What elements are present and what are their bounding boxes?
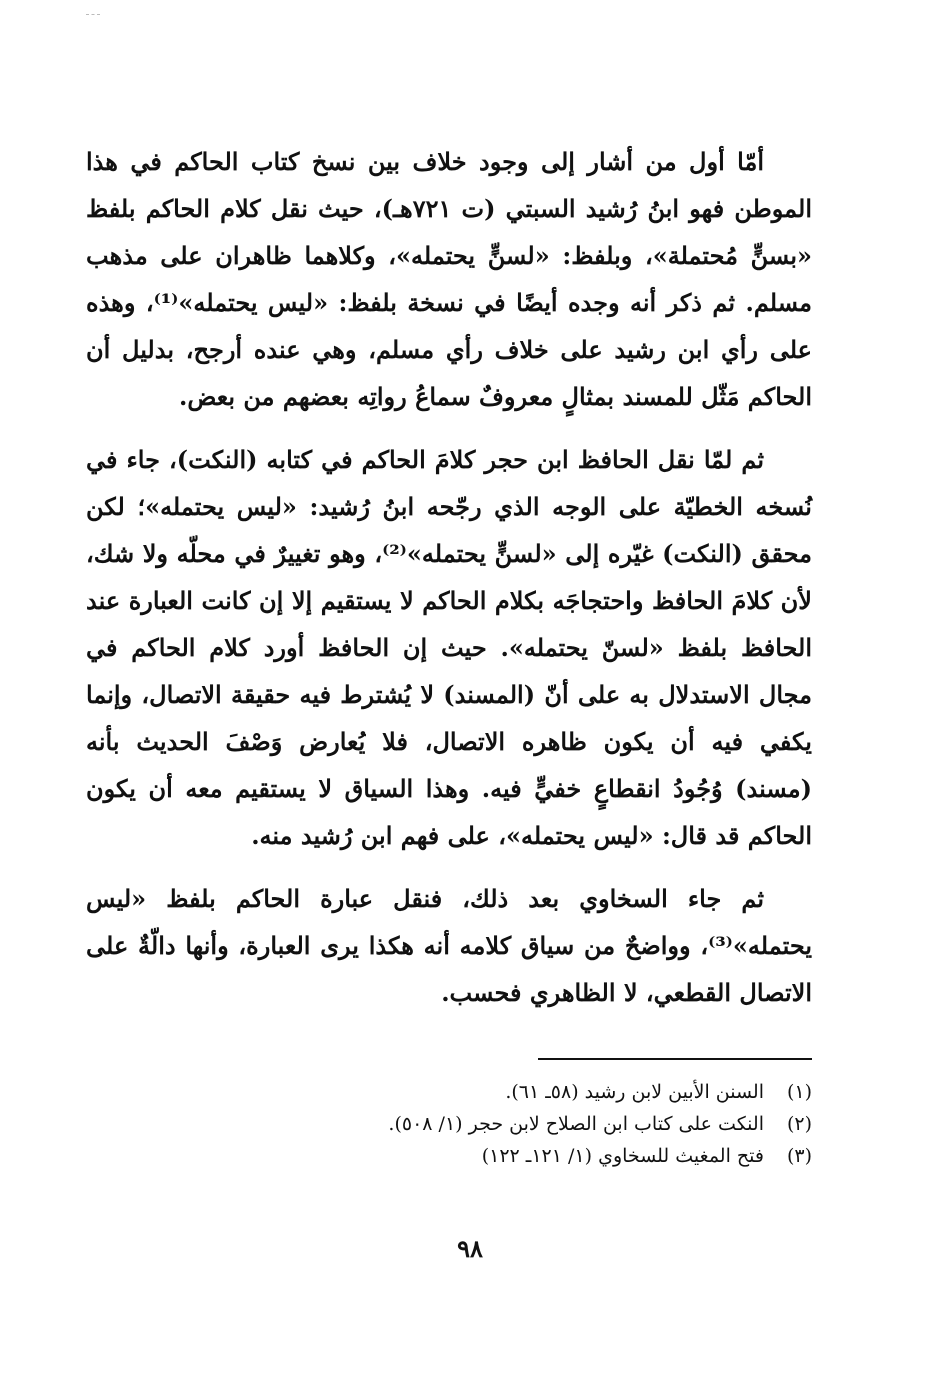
footnote-text: السنن الأبين لابن رشيد (٥٨ـ ٦١). [505, 1081, 764, 1103]
paragraph-2: ثم لمّا نقل الحافظ ابن حجر كلامَ الحاكم في كتابه (النكت)، جاء في نُسخه الخطيّة على الوجه الذي رجّحه ابنُ رُشيد: «ليس يحتمله»؛ لكن محقق (النكت) غيّره إلى «لسنٍّ يحتمله»⁽²⁾، وهو تغييرٌ في محلّه ولا شك، لأن كلامَ الحافظ واحتجاجَه بكلام الحاكم لا يستقيم إلا إن كانت العبارة عند الحافظ بلفظ «لسنّ يحتمله». حيث إن الحافظ أورد كلام الحاكم في مجال الاستدلال به على أنّ (المسند) لا يُشترط فيه حقيقة الاتصال، وإنما يكفي فيه أن يكون ظاهره الاتصال، فلا يُعارض وَصْفَ الحديث بأنه (مسند) وُجُودُ انقطاعٍ خفيٍّ فيه. وهذا السياق لا يستقيم معه أن يكون الحاكم قد قال: «ليس يحتمله»، على فهم ابن رُشيد منه. [86, 445, 812, 850]
footnotes [252, 1076, 812, 1172]
main-text [86, 138, 812, 1016]
footnote-number: (٣) [786, 1145, 812, 1167]
footnote-number: (٢) [786, 1113, 812, 1135]
paragraph-3: ثم جاء السخاوي بعد ذلك، فنقل عبارة الحاكم بلفظ «ليس يحتمله»⁽³⁾، وواضحٌ من سياق كلامه أنه هكذا يرى العبارة، وأنها دالّةٌ على الاتصال القطعي، لا الظاهري فحسب. [86, 884, 812, 1007]
paragraph-1: أمّا أول من أشار إلى وجود خلاف بين نسخ كتاب الحاكم في هذا الموطن فهو ابنُ رُشيد السبتي (ت ٧٢١هـ)، حيث نقل كلام الحاكم بلفظ «بسنٍّ مُحتملة»، وبلفظ: «لسنٍّ يحتمله»، وكلاهما ظاهران على مذهب مسلم. ثم ذكر أنه وجده أيضًا في نسخة بلفظ: «ليس يحتمله»⁽¹⁾، وهذه على رأي ابن رشيد على خلاف رأي مسلم، وهي عنده أرجح، بدليل أن الحاكم مَثّل للمسند بمثالٍ معروفٌ سماعُ رواتِه بعضهم من بعض. [86, 147, 812, 411]
footnote-1 [252, 1076, 812, 1108]
footnote-text: النكت على كتاب ابن الصلاح لابن حجر (١/ ٥٠٨). [388, 1113, 764, 1135]
footnote-separator [538, 1058, 812, 1060]
footnote-2 [252, 1108, 812, 1140]
page-number: ٩٨ [457, 1234, 483, 1263]
footnote-3 [252, 1140, 812, 1172]
footnote-number: (١) [786, 1081, 812, 1103]
footnote-text: فتح المغيث للسخاوي (١/ ١٢١ـ ١٢٢) [481, 1145, 764, 1167]
scan-mark [86, 14, 100, 15]
